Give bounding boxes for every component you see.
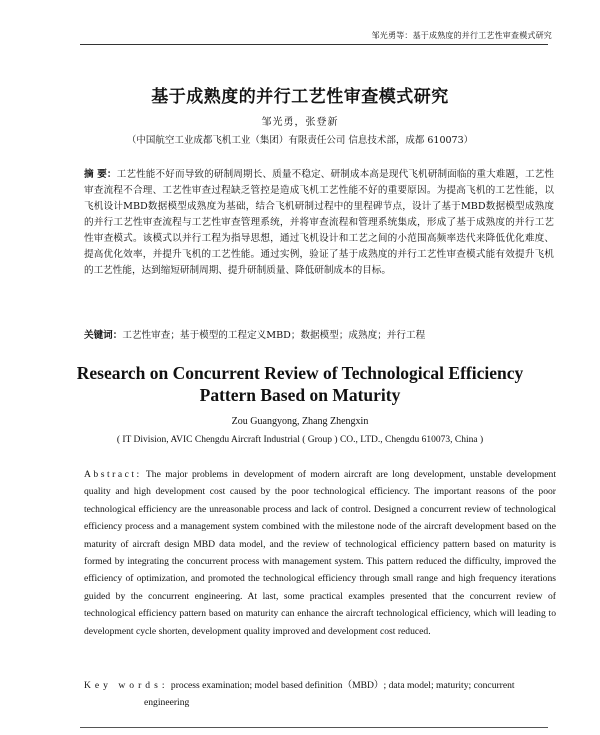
english-affiliation: ( IT Division, AVIC Chengdu Aircraft Industrial ( Group ) CO., LTD., Chengdu 610073, China ) bbox=[116, 435, 484, 445]
chinese-abstract-label: 摘 要： bbox=[84, 169, 117, 180]
english-keywords-label: Key words: bbox=[84, 680, 169, 691]
chinese-authors: 邹光勇，张登新 bbox=[261, 117, 339, 128]
english-keywords-line1: process examination; model based definition（MBD）; data model; maturity; concurrent bbox=[170, 680, 515, 691]
header-rule bbox=[80, 44, 548, 45]
english-abstract-text: The major problems in development of modern aircraft are long development, unstable development quality and high development cost caused by the poor technological efficiency. The important reasons of the poor technological efficiency are the unreasonable process and lack of control. Designed a concurrent review of technological efficiency process and a management system combined with the milestone node of the aircraft development based on the maturity of aircraft design MBD data model, and the review of technological efficiency pattern based on maturity is formed by integrating the concurrent process with management system. This pattern reduced the difficulty, improved the efficiency of optimization, and promoted the technological efficiency through small range and high frequency iterations guided by the concurrent engineering. At last, some practical examples presented that the concurrent review of technological efficiency pattern based on maturity can enhance the aircraft technological efficiency, which will leading to development cycle shorten, development quality improved and development cost reduced. bbox=[84, 469, 556, 637]
chinese-keywords-text: 工艺性审查；基于模型的工程定义MBD；数据模型；成熟度；并行工程 bbox=[122, 330, 426, 341]
english-abstract-label: Abstract: bbox=[84, 469, 142, 480]
english-title: Research on Concurrent Review of Technological Efficiency Pattern Based on Maturity bbox=[76, 363, 524, 405]
chinese-affiliation: （中国航空工业成都飞机工业（集团）有限责任公司 信息技术部，成都 610073） bbox=[126, 135, 474, 146]
chinese-keywords bbox=[84, 329, 554, 343]
chinese-abstract bbox=[84, 167, 554, 279]
running-header: 邹光勇等：基于成熟度的并行工艺性审查模式研究 bbox=[371, 31, 552, 40]
english-authors: Zou Guangyong, Zhang Zhengxin bbox=[231, 416, 369, 427]
english-keywords bbox=[84, 677, 556, 711]
chinese-keywords-label: 关键词： bbox=[84, 330, 123, 341]
chinese-abstract-text: 工艺性能不好而导致的研制周期长、质量不稳定、研制成本高是现代飞机研制面临的重大难题，工艺性审查流程不合理、工艺性审查过程缺乏管控是造成飞机工艺性能不好的重要原因。为提高飞机的工艺性能，以飞机设计MBD数据模型成熟度为基础，结合飞机研制过程中的里程碑节点，设计了基于MBD数据模型成熟度的并行工艺性审查流程与工艺性审查管理系统，并将审查流程和管理系统集成，形成了基于成熟度的并行工艺性审查模式。该模式以并行工程为指导思想，通过飞机设计和工艺之间的小范围高频率迭代来降低优化难度、提高优化效率，并提升飞机的工艺性能。通过实例，验证了基于成熟度的并行工艺性审查模式能有效提升飞机的工艺性能，达到缩短研制周期、提升研制质量、降低研制成本的目标。 bbox=[84, 169, 555, 276]
english-abstract bbox=[84, 466, 556, 640]
english-keywords-line2: engineering bbox=[144, 697, 190, 708]
footer-rule bbox=[80, 727, 548, 728]
chinese-title: 基于成熟度的并行工艺性审查模式研究 bbox=[151, 87, 449, 107]
